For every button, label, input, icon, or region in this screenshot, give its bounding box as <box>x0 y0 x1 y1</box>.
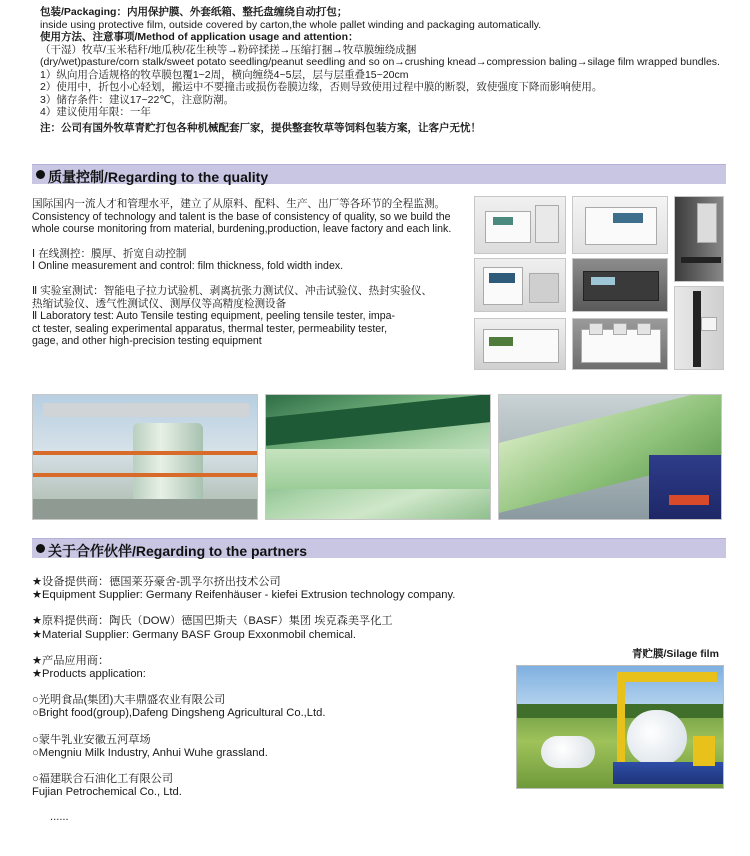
products-application-en: ★Products application: <box>32 668 146 681</box>
packaging-instructions <box>40 6 730 134</box>
lab-test-cn-2: 热缩试验仪、透气性测试仪、测厚仪等高精度检测设备 <box>32 297 287 310</box>
quality-section-bar <box>32 164 726 184</box>
usage-step-3: 3）储存条件：建议17~22℃，注意防潮。 <box>40 93 235 106</box>
usage-step-2: 2）使用中，折包小心轻划，搬运中不要撞击或损伤卷膜边缘，否则导致使用过程中膜的断裂，致使强度下降而影响使用。 <box>40 81 603 93</box>
material-supplier-cn: ★原料提供商：陶氏（DOW）德国巴斯夫（BASF）集团 埃克森美孚化工 <box>32 615 393 628</box>
quality-text <box>32 198 470 348</box>
bullet-dot-icon <box>36 170 45 179</box>
quality-intro-en-2: whole course monitoring from material, burdening,production, leave factory and each link. <box>32 223 452 236</box>
silage-wrapper-photo <box>516 665 724 789</box>
customer-3-cn: ○福建联合石油化工有限公司 <box>32 773 174 786</box>
lab-test-en-1: Ⅱ Laboratory test: Auto Tensile testing equipment, peeling tensile tester, impa- <box>32 310 396 323</box>
quality-intro-cn: 国际国内一流人才和管理水平，建立了从原料、配料、生产、出厂等各环节的全程监测。 <box>32 198 446 210</box>
quality-intro-en-1: Consistency of technology and talent is the base of consistency of quality, so we build the <box>32 210 451 223</box>
impact-tester-photo <box>474 258 566 312</box>
usage-process-cn: （干湿）牧草/玉米秸秆/地瓜秧/花生秧等→粉碎揉搓→压缩打捆→牧草膜缠绕成捆 <box>40 43 417 56</box>
lab-test-en-2: ct tester, sealing experimental apparatus, thermal tester, permeability tester, <box>32 322 388 335</box>
customer-1-en: ○Bright food(group),Dafeng Dingsheng Agricultural Co.,Ltd. <box>32 707 326 720</box>
equipment-supplier-en: ★Equipment Supplier: Germany Reifenhäuser - kiefei Extrusion technology company. <box>32 589 456 602</box>
usage-step-4: 4）建议使用年限：一年 <box>40 106 151 118</box>
thermal-tester-photo <box>474 318 566 370</box>
lab-test-cn-1: Ⅱ 实验室测试：智能电子拉力试验机、剥离抗张力测试仪、冲击试验仪、热封实验仪、 <box>32 284 433 297</box>
customer-1-cn: ○光明食品(集团)大丰鼎盛农业有限公司 <box>32 694 226 707</box>
customer-3-en: Fujian Petrochemical Co., Ltd. <box>32 786 182 799</box>
lab-test-en-3: gage, and other high-precision testing equipment <box>32 335 262 348</box>
permeability-tester-photo <box>572 318 668 370</box>
usage-title: 使用方法、注意事项/Method of application usage and attention： <box>40 31 359 43</box>
heat-seal-tester-photo <box>572 258 668 312</box>
material-supplier-en: ★Material Supplier: Germany BASF Group Exxonmobil chemical. <box>32 628 357 641</box>
partners-section-bar <box>32 538 726 558</box>
customer-2-cn: ○蒙牛乳业安徽五河草场 <box>32 733 151 746</box>
gage-photo <box>674 286 724 370</box>
online-control-cn: Ⅰ 在线测控：膜厚、折宽自动控制 <box>32 247 187 260</box>
extrusion-tower-photo <box>32 394 258 520</box>
film-winding-line-photo <box>498 394 722 520</box>
packaging-title: 包装/Packaging：内用保护膜、外套纸箱、整托盘缠绕自动打包； <box>40 6 348 18</box>
silage-film-label: 青贮膜/Silage film <box>632 648 719 660</box>
equipment-supplier-cn: ★设备提供商：德国莱芬豪舍-凯孚尔挤出技术公司 <box>32 576 281 588</box>
customer-2-en: ○Mengniu Milk Industry, Anhui Wuhe grassland. <box>32 746 268 759</box>
partners-heading: 关于合作伙伴/Regarding to the partners <box>48 543 308 559</box>
tensile-tester-photo <box>474 196 566 254</box>
company-note: 注：公司有国外牧草青贮打包各种机械配套厂家，提供整套牧草等饲料包装方案，让客户无忧！ <box>40 121 481 134</box>
thickness-gauge-photo <box>674 196 724 282</box>
packaging-description: inside using protective film, outside covered by carton,the whole pallet winding and packaging automatically. <box>40 18 542 31</box>
bullet-dot-icon <box>36 544 45 553</box>
film-roll-photo <box>265 394 491 520</box>
quality-heading: 质量控制/Regarding to the quality <box>48 169 269 185</box>
online-control-en: Ⅰ Online measurement and control: film thickness, fold width index. <box>32 260 344 273</box>
peeling-tester-photo <box>572 196 668 254</box>
products-application-cn: ★产品应用商： <box>32 654 110 667</box>
usage-process-en: (dry/wet)pasture/corn stalk/sweet potato seedling/peanut seedling and so on→crushing knead→compression baling→silage film wrapped bundles. <box>40 56 720 68</box>
partners-text <box>32 576 522 825</box>
usage-step-1: 1）纵向用合适规格的牧草膜包覆1~2周，横向缠绕4~5层，层与层重叠15~20cm <box>40 68 409 81</box>
more-ellipsis: ...... <box>50 811 69 824</box>
